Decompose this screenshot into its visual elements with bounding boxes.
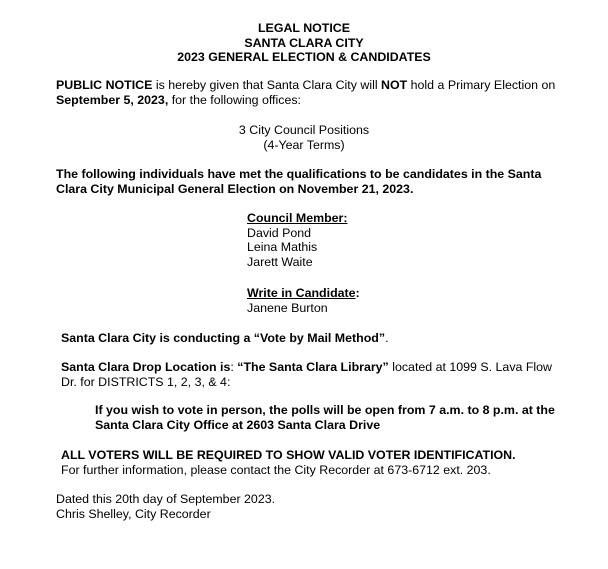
candidate-name: Leina Mathis [247,240,318,255]
in-person-voting-paragraph: If you wish to vote in person, the polls will be open from 7 a.m. to 8 p.m. at the Santa Clara City Office at 2603 Santa Clara Drive [95,403,555,432]
vbm-text: Santa Clara City is conducting a [61,331,254,345]
vote-by-mail-line [61,331,389,346]
offices-block [0,123,608,152]
recorder-name: Chris Shelley, City Recorder [56,506,211,521]
council-heading: Council Member: [247,211,348,225]
offices-positions: 3 City Council Positions [238,123,370,137]
drop-colon: : [230,360,238,374]
header-city: SANTA CLARA CITY [244,35,364,50]
council-candidates [247,211,348,269]
drop-address: located at 1099 S. Lava Flow Dr. for DISTRICTS 1, 2, 3, & 4: [61,360,553,389]
qualifications-paragraph: The following individuals have met the qualifications to be candidates in the Santa Clara City Municipal General Election on November 21, 2023. [56,167,542,196]
contact-info: For further information, please contact the City Recorder at 673-6712 ext. 203. [61,462,491,477]
drop-library: “The Santa Clara Library” [237,360,389,374]
candidate-name: David Pond [247,225,312,240]
voter-id-requirement: ALL VOTERS WILL BE REQUIRED TO SHOW VALID VOTER IDENTIFICATION. [61,448,516,462]
candidate-name: Jarett Waite [247,254,313,269]
header-title: LEGAL NOTICE [257,21,351,35]
notice-text-2: hold a Primary Election on [407,78,556,92]
header-subtitle: 2023 GENERAL ELECTION & CANDIDATES [177,50,431,65]
public-notice-label: PUBLIC NOTICE [56,78,153,92]
write-in-heading-text: Write in Candidate [247,286,356,300]
notice-not: NOT [381,78,408,92]
drop-label: Santa Clara Drop Location is [61,360,231,374]
public-notice-paragraph [56,78,576,107]
vbm-period: . [385,331,389,345]
vbm-method: “Vote by Mail Method” [253,331,386,345]
voter-id-block [61,448,591,477]
notice-date: September 5, 2023, [56,92,169,107]
write-in-heading [247,286,360,301]
notice-text-3: for the following offices: [168,92,301,107]
notice-text-1: is hereby given that Santa Clara City will [152,78,382,92]
signature-block [56,492,275,521]
write-in-candidates [247,286,360,315]
dated-line: Dated this 20th day of September 2023. [56,492,276,506]
offices-terms: (4-Year Terms) [263,137,345,152]
notice-header [0,21,608,65]
drop-location-paragraph [61,360,561,389]
write-in-colon: : [355,286,360,300]
write-in-name: Janene Burton [247,300,328,315]
